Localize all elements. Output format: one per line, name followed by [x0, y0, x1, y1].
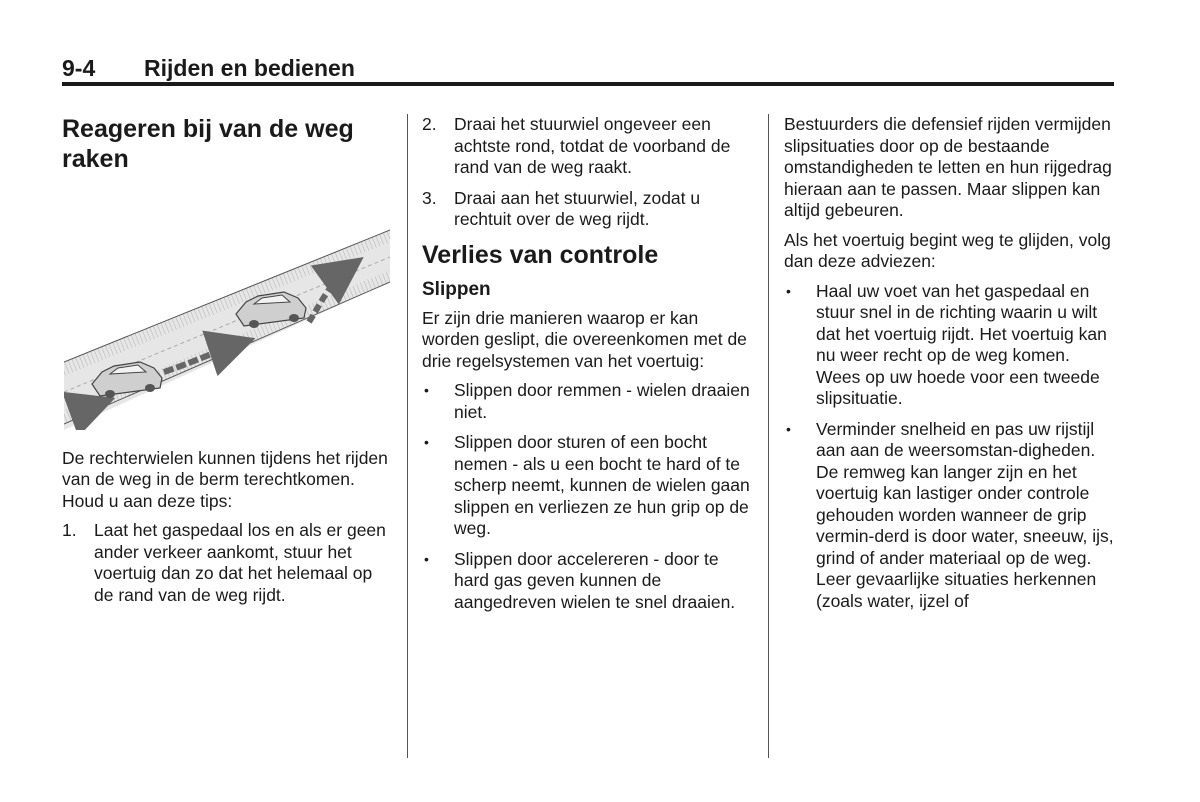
page-header: [62, 54, 1114, 82]
intro-paragraph: Er zijn drie manieren waarop er kan worden geslipt, die overeenkomen met de drie regelsystemen van het voertuig:: [422, 307, 747, 371]
list-item: [422, 549, 752, 614]
bullet-marker: •: [424, 550, 429, 567]
step-number: 3.: [422, 187, 437, 208]
list-item: [422, 432, 752, 540]
list-item: [62, 520, 392, 606]
step-number: 1.: [62, 520, 77, 540]
bullet-text: Verminder snelheid en pas uw rijstijl aan aan de weersomstan-digheden. De remweg kan langer zijn en het voertuig kan lastiger onder controle gehouden worden wanneer de grip vermin-derd is door water, sneeuw, ijs, grind of ander materiaal op de weg. Leer gevaarlijke situaties herkennen (zoals water, ijzel of: [816, 418, 1114, 611]
column-left: [62, 114, 392, 615]
paragraph: Als het voertuig begint weg te glijden, volg dan deze adviezen:: [784, 229, 1111, 271]
section-heading: Reageren bij van de weg raken: [62, 115, 354, 173]
subsection-heading: Slippen: [422, 278, 491, 300]
step-text: Laat het gaspedaal los en als er geen ander verkeer aankomt, stuur het voertuig dan zo dat het helemaal op de rand van de weg rijdt.: [94, 520, 386, 605]
intro-paragraph: De rechterwielen kunnen tijdens het rijden van de weg in de berm terechtkomen. Houd u aan deze tips:: [62, 447, 388, 511]
page-number: 9-4: [62, 55, 96, 81]
list-item: [784, 419, 1114, 613]
column-right: [784, 114, 1114, 621]
step-text: Draai aan het stuurwiel, zodat u rechtuit over de weg rijdt.: [454, 187, 701, 229]
paragraph: Bestuurders die defensief rijden vermijden slipsituaties door op de bestaande omstandigheden te letten en hun rijgedrag hieraan aan te passen. Maar slippen kan altijd gebeuren.: [784, 114, 1112, 220]
bullet-text: Slippen door accelereren - door te hard gas geven kunnen de aangedreven wielen te snel draaien.: [454, 548, 736, 612]
road-illustration: [64, 212, 390, 430]
section-heading: Verlies van controle: [422, 240, 659, 269]
list-item: [422, 380, 752, 423]
step-number: 2.: [422, 114, 437, 134]
list-item: [422, 114, 752, 179]
section-title: Rijden en bedienen: [144, 55, 355, 81]
bullet-text: Slippen door remmen - wielen draaien niet.: [454, 380, 750, 422]
bullet-marker: •: [424, 382, 429, 398]
list-item: [422, 188, 752, 231]
bullet-text: Haal uw voet van het gaspedaal en stuur snel in de richting waarin u wilt dat het voertuig rijdt. Het voertuig kan nu weer recht op de weg komen. Wees op uw hoede voor een tweede slipsituatie.: [816, 280, 1107, 408]
bullet-marker: •: [424, 434, 429, 450]
column-divider: [407, 114, 408, 758]
step-text: Draai het stuurwiel ongeveer een achtste rond, totdat de voorband de rand van de weg raakt.: [454, 114, 731, 177]
bullet-text: Slippen door sturen of een bocht nemen - als u een bocht te hard of te scherp neemt, kunnen de wielen gaan slippen en verliezen ze hun grip op de weg.: [454, 432, 750, 538]
column-divider: [768, 114, 769, 758]
bullet-marker: •: [786, 282, 791, 299]
header-rule: [62, 82, 1114, 86]
list-item: [784, 281, 1114, 410]
bullet-marker: •: [786, 420, 791, 437]
column-middle: [422, 114, 752, 622]
